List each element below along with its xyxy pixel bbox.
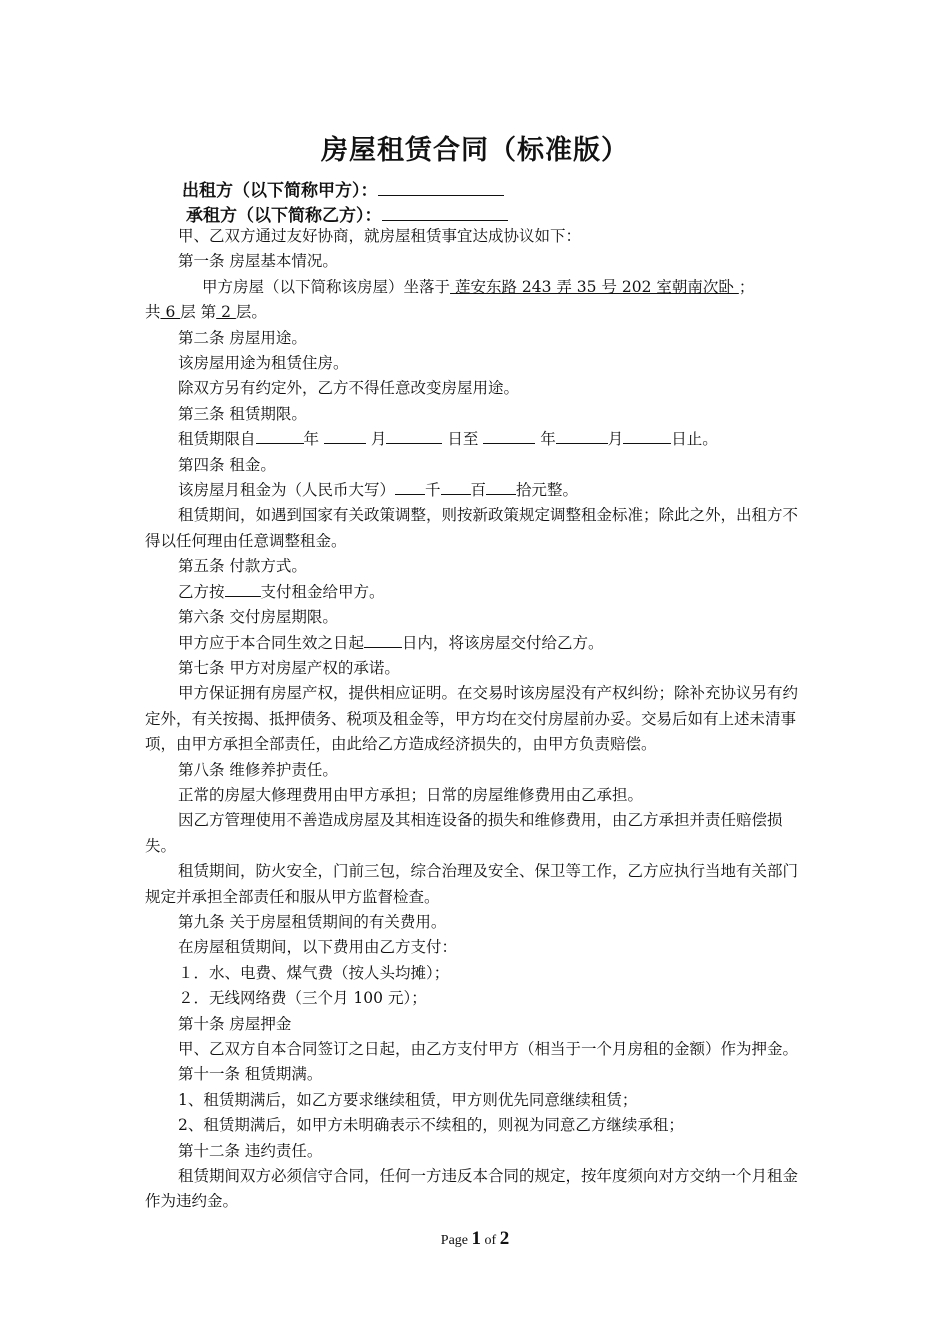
list-item: 1、租赁期满后，如乙方要求继续租赁，甲方则优先同意继续租赁； [178, 1090, 638, 1109]
lessee-label: 承租方（以下简称乙方）： [186, 206, 382, 226]
text: 拾元整。 [516, 481, 579, 500]
article-heading: 第五条 付款方式。 [178, 557, 307, 576]
blank [486, 481, 516, 495]
lessor-label: 出租方（以下简称甲方）： [182, 181, 378, 201]
text: 日止。 [671, 430, 718, 449]
article-heading: 第二条 房屋用途。 [178, 328, 307, 347]
blank [324, 430, 366, 444]
blank [256, 430, 304, 444]
article-heading: 第六条 交付房屋期限。 [178, 608, 338, 627]
text: 乙方按 [178, 582, 225, 601]
text: 甲方房屋（以下简称该房屋）坐落于 [202, 277, 451, 296]
text: 年 [303, 430, 320, 449]
delivery-line [145, 631, 810, 656]
of-label: of [484, 1233, 497, 1248]
text: ； [738, 277, 755, 296]
blank [364, 634, 402, 648]
text: 百 [470, 481, 487, 500]
page-footer [0, 1228, 950, 1250]
article-heading: 第一条 房屋基本情况。 [178, 252, 338, 271]
blank [225, 583, 261, 597]
floor-filled: 2 [216, 303, 236, 322]
address-filled: 莲安东路 243 弄 35 号 202 室朝南次卧 [450, 277, 739, 296]
paragraph: 甲、乙双方自本合同签订之日起，由乙方支付甲方（相当于一个月房租的金额）作为押金。 [178, 1040, 799, 1058]
payment-line [145, 580, 810, 605]
blank [483, 430, 535, 444]
paragraph [145, 275, 810, 300]
article-heading: 第十一条 租赁期满。 [178, 1065, 323, 1084]
list-item: １．水、电费、煤气费（按人头均摊）； [178, 963, 450, 982]
lease-term-line [145, 427, 810, 452]
list-item: 2、租赁期满后，如甲方未明确表示不续租的，则视为同意乙方继续承租； [178, 1116, 684, 1135]
page-label: Page [440, 1233, 469, 1248]
blank [441, 481, 471, 495]
paragraph: 正常的房屋大修理费用由甲方承担；日常的房屋维修费用由乙承担。 [178, 785, 644, 804]
list-item: ２．无线网络费（三个月 100 元）； [178, 989, 427, 1008]
total-pages-number: 2 [499, 1228, 510, 1249]
text: 月 [370, 430, 387, 449]
blank [556, 430, 608, 444]
text: 租赁期限自 [178, 430, 256, 449]
text: 层。 [235, 303, 267, 322]
lessee-blank [382, 206, 508, 221]
text: 层 第 [180, 303, 217, 322]
text: 日内，将该房屋交付给乙方。 [402, 633, 604, 652]
blank [386, 430, 442, 444]
text: 年 [540, 430, 556, 449]
lessor-blank [378, 181, 504, 196]
paragraph: 租赁期间，防火安全，门前三包，综合治理及安全、保卫等工作，乙方应执行当地有关部门规定并承担全部责任和服从甲方监督检查。 [145, 862, 799, 906]
text: 支付租金给甲方。 [260, 582, 385, 601]
paragraph [145, 300, 810, 325]
article-heading: 第十条 房屋押金 [178, 1014, 292, 1033]
text: 该房屋月租金为（人民币大写） [178, 481, 396, 500]
paragraph: 甲方保证拥有房屋产权，提供相应证明。在交易时该房屋没有产权纠纷；除补充协议另有约定外，有关按揭、抵押债务、税项及租金等，甲方均在交付房屋前办妥。交易后如有上述未清事项，由甲方承担全部责任，由此给乙方造成经济损失的，由甲方负责赔偿。 [145, 684, 799, 754]
article-heading: 第三条 租赁期限。 [178, 404, 307, 423]
paragraph: 因乙方管理使用不善造成房屋及其相连设备的损失和维修费用，由乙方承担并责任赔偿损失。 [145, 811, 783, 855]
article-heading: 第七条 甲方对房屋产权的承诺。 [178, 658, 400, 677]
article-heading: 第十二条 违约责任。 [178, 1141, 323, 1160]
text: 月 [607, 430, 624, 449]
article-heading: 第八条 维修养护责任。 [178, 760, 338, 779]
blank [623, 430, 671, 444]
paragraph: 租赁期间双方必须信守合同，任何一方违反本合同的规定，按年度须向对方交纳一个月租金作为违约金。 [145, 1167, 799, 1211]
text: 千 [425, 481, 441, 500]
blank [395, 481, 425, 495]
text: 共 [145, 303, 161, 322]
article-heading: 第九条 关于房屋租赁期间的有关费用。 [178, 912, 447, 931]
article-heading: 第四条 租金。 [178, 455, 276, 474]
document-title: 房屋租赁合同（标准版） [321, 135, 629, 166]
text: 甲方应于本合同生效之日起 [178, 633, 365, 652]
paragraph: 甲、乙双方通过友好协商，就房屋租赁事宜达成协议如下： [178, 227, 582, 245]
current-page-number: 1 [471, 1228, 482, 1249]
text: 日至 [447, 430, 479, 449]
paragraph: 租赁期间，如遇到国家有关政策调整，则按新政策规定调整租金标准；除此之外，出租方不得以任何理由任意调整租金。 [145, 506, 799, 550]
total-floors-filled: 6 [160, 303, 181, 322]
paragraph: 除双方另有约定外，乙方不得任意改变房屋用途。 [178, 379, 520, 398]
paragraph: 该房屋用途为租赁住房。 [178, 354, 349, 373]
contract-body [145, 224, 810, 1215]
paragraph: 在房屋租赁期间，以下费用由乙方支付： [178, 938, 458, 957]
lessor-line [182, 176, 504, 201]
rent-line [145, 478, 810, 503]
lessee-line [186, 201, 508, 226]
